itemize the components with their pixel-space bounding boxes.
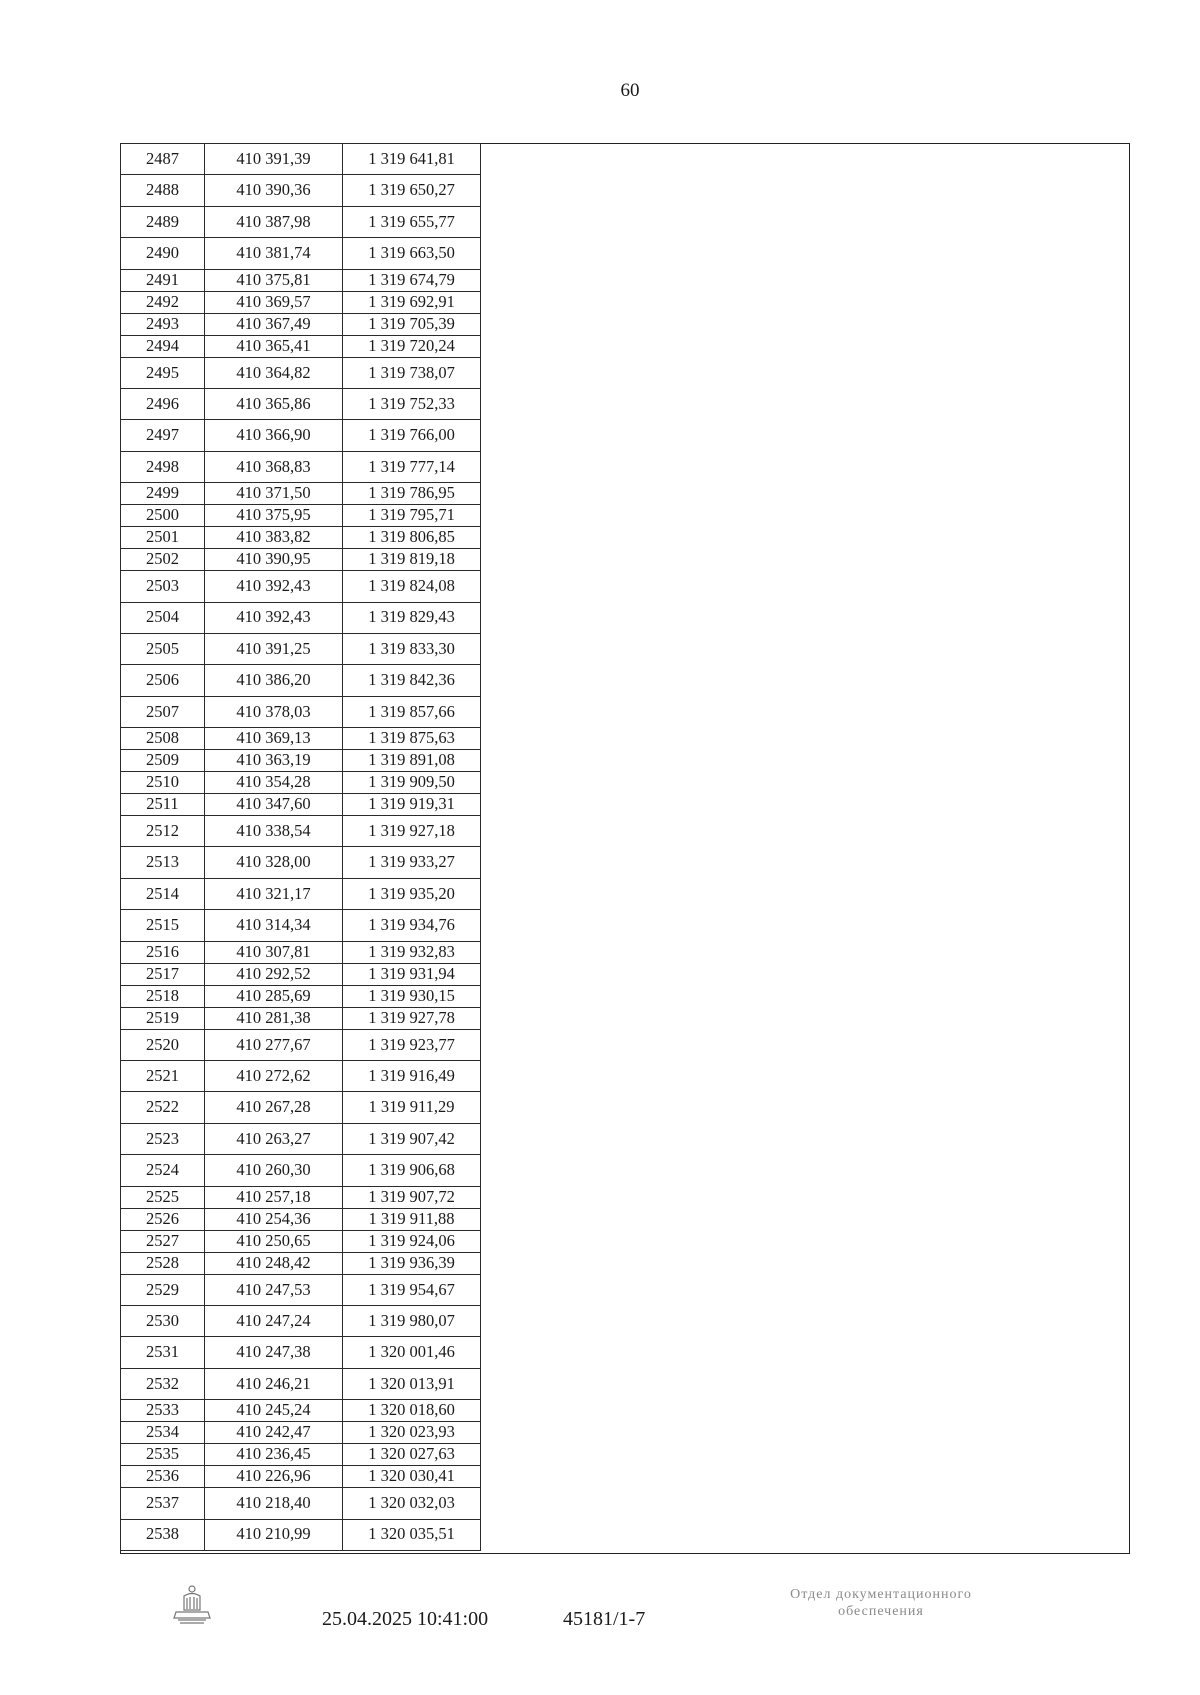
- x-coordinate-cell: 410 328,00: [205, 847, 343, 878]
- point-number-cell: 2492: [121, 291, 205, 313]
- x-coordinate-cell: 410 321,17: [205, 878, 343, 909]
- x-coordinate-cell: 410 390,36: [205, 175, 343, 206]
- point-number-cell: 2505: [121, 633, 205, 664]
- point-number-cell: 2517: [121, 963, 205, 985]
- y-coordinate-cell: 1 319 919,31: [343, 794, 481, 816]
- table-row: [121, 420, 481, 451]
- x-coordinate-cell: 410 390,95: [205, 549, 343, 571]
- point-number-cell: 2509: [121, 750, 205, 772]
- table-row: [121, 1305, 481, 1336]
- point-number-cell: 2490: [121, 238, 205, 269]
- x-coordinate-cell: 410 226,96: [205, 1466, 343, 1488]
- y-coordinate-cell: 1 319 891,08: [343, 750, 481, 772]
- point-number-cell: 2535: [121, 1444, 205, 1466]
- table-row: [121, 357, 481, 388]
- table-row: [121, 527, 481, 549]
- y-coordinate-cell: 1 319 933,27: [343, 847, 481, 878]
- point-number-cell: 2493: [121, 313, 205, 335]
- x-coordinate-cell: 410 354,28: [205, 772, 343, 794]
- y-coordinate-cell: 1 319 692,91: [343, 291, 481, 313]
- x-coordinate-cell: 410 347,60: [205, 794, 343, 816]
- x-coordinate-cell: 410 386,20: [205, 665, 343, 696]
- table-row: [121, 878, 481, 909]
- y-coordinate-cell: 1 319 806,85: [343, 527, 481, 549]
- y-coordinate-cell: 1 319 786,95: [343, 483, 481, 505]
- point-number-cell: 2502: [121, 549, 205, 571]
- table-row: [121, 1444, 481, 1466]
- y-coordinate-cell: 1 319 705,39: [343, 313, 481, 335]
- point-number-cell: 2538: [121, 1519, 205, 1550]
- y-coordinate-cell: 1 319 927,18: [343, 816, 481, 847]
- point-number-cell: 2512: [121, 816, 205, 847]
- x-coordinate-cell: 410 387,98: [205, 206, 343, 237]
- table-row: [121, 1252, 481, 1274]
- x-coordinate-cell: 410 285,69: [205, 985, 343, 1007]
- table-row: [121, 1519, 481, 1550]
- x-coordinate-cell: 410 247,53: [205, 1274, 343, 1305]
- y-coordinate-cell: 1 319 909,50: [343, 772, 481, 794]
- coordinates-table-body: [121, 144, 481, 1551]
- footer-timestamp: 25.04.2025 10:41:00: [322, 1608, 489, 1630]
- point-number-cell: 2530: [121, 1305, 205, 1336]
- y-coordinate-cell: 1 320 023,93: [343, 1422, 481, 1444]
- table-row: [121, 1368, 481, 1399]
- y-coordinate-cell: 1 319 641,81: [343, 144, 481, 175]
- table-row: [121, 910, 481, 941]
- point-number-cell: 2507: [121, 696, 205, 727]
- point-number-cell: 2497: [121, 420, 205, 451]
- x-coordinate-cell: 410 272,62: [205, 1061, 343, 1092]
- point-number-cell: 2506: [121, 665, 205, 696]
- point-number-cell: 2523: [121, 1123, 205, 1154]
- point-number-cell: 2504: [121, 602, 205, 633]
- table-row: [121, 144, 481, 175]
- table-row: [121, 728, 481, 750]
- x-coordinate-cell: 410 236,45: [205, 1444, 343, 1466]
- table-row: [121, 602, 481, 633]
- y-coordinate-cell: 1 319 954,67: [343, 1274, 481, 1305]
- x-coordinate-cell: 410 366,90: [205, 420, 343, 451]
- page-number: 60: [620, 80, 640, 101]
- footer-document-number: 45181/1-7: [563, 1608, 646, 1630]
- table-row: [121, 750, 481, 772]
- y-coordinate-cell: 1 319 738,07: [343, 357, 481, 388]
- x-coordinate-cell: 410 365,41: [205, 335, 343, 357]
- x-coordinate-cell: 410 364,82: [205, 357, 343, 388]
- x-coordinate-cell: 410 245,24: [205, 1400, 343, 1422]
- y-coordinate-cell: 1 319 923,77: [343, 1029, 481, 1060]
- department-stamp: [740, 1586, 1022, 1620]
- x-coordinate-cell: 410 367,49: [205, 313, 343, 335]
- coordinates-table: [120, 143, 481, 1551]
- x-coordinate-cell: 410 250,65: [205, 1230, 343, 1252]
- x-coordinate-cell: 410 365,86: [205, 388, 343, 419]
- x-coordinate-cell: 410 281,38: [205, 1007, 343, 1029]
- table-row: [121, 696, 481, 727]
- x-coordinate-cell: 410 260,30: [205, 1155, 343, 1186]
- y-coordinate-cell: 1 319 911,88: [343, 1208, 481, 1230]
- point-number-cell: 2536: [121, 1466, 205, 1488]
- table-row: [121, 238, 481, 269]
- y-coordinate-cell: 1 319 655,77: [343, 206, 481, 237]
- table-row: [121, 1337, 481, 1368]
- x-coordinate-cell: 410 378,03: [205, 696, 343, 727]
- point-number-cell: 2520: [121, 1029, 205, 1060]
- table-row: [121, 483, 481, 505]
- y-coordinate-cell: 1 319 674,79: [343, 269, 481, 291]
- table-row: [121, 1155, 481, 1186]
- point-number-cell: 2515: [121, 910, 205, 941]
- table-row: [121, 451, 481, 482]
- x-coordinate-cell: 410 363,19: [205, 750, 343, 772]
- x-coordinate-cell: 410 338,54: [205, 816, 343, 847]
- y-coordinate-cell: 1 319 906,68: [343, 1155, 481, 1186]
- y-coordinate-cell: 1 319 927,78: [343, 1007, 481, 1029]
- point-number-cell: 2491: [121, 269, 205, 291]
- table-row: [121, 1488, 481, 1519]
- x-coordinate-cell: 410 371,50: [205, 483, 343, 505]
- x-coordinate-cell: 410 369,13: [205, 728, 343, 750]
- point-number-cell: 2499: [121, 483, 205, 505]
- point-number-cell: 2513: [121, 847, 205, 878]
- y-coordinate-cell: 1 319 931,94: [343, 963, 481, 985]
- table-row: [121, 963, 481, 985]
- table-row: [121, 388, 481, 419]
- y-coordinate-cell: 1 319 842,36: [343, 665, 481, 696]
- point-number-cell: 2531: [121, 1337, 205, 1368]
- table-row: [121, 985, 481, 1007]
- y-coordinate-cell: 1 319 935,20: [343, 878, 481, 909]
- y-coordinate-cell: 1 319 766,00: [343, 420, 481, 451]
- point-number-cell: 2522: [121, 1092, 205, 1123]
- table-row: [121, 335, 481, 357]
- y-coordinate-cell: 1 319 924,06: [343, 1230, 481, 1252]
- y-coordinate-cell: 1 319 911,29: [343, 1092, 481, 1123]
- stamp-line-1: Отдел документационного: [790, 1587, 972, 1602]
- table-row: [121, 794, 481, 816]
- table-row: [121, 816, 481, 847]
- point-number-cell: 2501: [121, 527, 205, 549]
- x-coordinate-cell: 410 292,52: [205, 963, 343, 985]
- table-row: [121, 1092, 481, 1123]
- y-coordinate-cell: 1 319 980,07: [343, 1305, 481, 1336]
- table-row: [121, 291, 481, 313]
- x-coordinate-cell: 410 248,42: [205, 1252, 343, 1274]
- table-row: [121, 1422, 481, 1444]
- table-row: [121, 1400, 481, 1422]
- stamp-line-2: обеспечения: [838, 1604, 924, 1619]
- x-coordinate-cell: 410 391,25: [205, 633, 343, 664]
- y-coordinate-cell: 1 319 930,15: [343, 985, 481, 1007]
- point-number-cell: 2510: [121, 772, 205, 794]
- y-coordinate-cell: 1 319 907,72: [343, 1186, 481, 1208]
- y-coordinate-cell: 1 320 018,60: [343, 1400, 481, 1422]
- table-row: [121, 571, 481, 602]
- table-row: [121, 1061, 481, 1092]
- point-number-cell: 2516: [121, 941, 205, 963]
- x-coordinate-cell: 410 257,18: [205, 1186, 343, 1208]
- point-number-cell: 2519: [121, 1007, 205, 1029]
- y-coordinate-cell: 1 320 035,51: [343, 1519, 481, 1550]
- y-coordinate-cell: 1 319 663,50: [343, 238, 481, 269]
- y-coordinate-cell: 1 319 795,71: [343, 505, 481, 527]
- table-row: [121, 1208, 481, 1230]
- table-row: [121, 1274, 481, 1305]
- x-coordinate-cell: 410 392,43: [205, 602, 343, 633]
- y-coordinate-cell: 1 319 829,43: [343, 602, 481, 633]
- y-coordinate-cell: 1 319 650,27: [343, 175, 481, 206]
- x-coordinate-cell: 410 254,36: [205, 1208, 343, 1230]
- point-number-cell: 2534: [121, 1422, 205, 1444]
- table-row: [121, 313, 481, 335]
- table-row: [121, 665, 481, 696]
- table-row: [121, 633, 481, 664]
- point-number-cell: 2521: [121, 1061, 205, 1092]
- table-row: [121, 1230, 481, 1252]
- table-row: [121, 549, 481, 571]
- y-coordinate-cell: 1 320 013,91: [343, 1368, 481, 1399]
- x-coordinate-cell: 410 375,95: [205, 505, 343, 527]
- point-number-cell: 2524: [121, 1155, 205, 1186]
- x-coordinate-cell: 410 263,27: [205, 1123, 343, 1154]
- y-coordinate-cell: 1 319 916,49: [343, 1061, 481, 1092]
- table-row: [121, 206, 481, 237]
- y-coordinate-cell: 1 319 720,24: [343, 335, 481, 357]
- y-coordinate-cell: 1 319 936,39: [343, 1252, 481, 1274]
- point-number-cell: 2489: [121, 206, 205, 237]
- table-row: [121, 941, 481, 963]
- point-number-cell: 2494: [121, 335, 205, 357]
- y-coordinate-cell: 1 319 857,66: [343, 696, 481, 727]
- point-number-cell: 2525: [121, 1186, 205, 1208]
- table-row: [121, 1466, 481, 1488]
- x-coordinate-cell: 410 381,74: [205, 238, 343, 269]
- point-number-cell: 2508: [121, 728, 205, 750]
- point-number-cell: 2503: [121, 571, 205, 602]
- x-coordinate-cell: 410 307,81: [205, 941, 343, 963]
- y-coordinate-cell: 1 319 934,76: [343, 910, 481, 941]
- y-coordinate-cell: 1 319 833,30: [343, 633, 481, 664]
- table-row: [121, 269, 481, 291]
- point-number-cell: 2488: [121, 175, 205, 206]
- point-number-cell: 2529: [121, 1274, 205, 1305]
- point-number-cell: 2487: [121, 144, 205, 175]
- point-number-cell: 2495: [121, 357, 205, 388]
- x-coordinate-cell: 410 210,99: [205, 1519, 343, 1550]
- x-coordinate-cell: 410 383,82: [205, 527, 343, 549]
- point-number-cell: 2498: [121, 451, 205, 482]
- point-number-cell: 2527: [121, 1230, 205, 1252]
- x-coordinate-cell: 410 247,24: [205, 1305, 343, 1336]
- table-row: [121, 1186, 481, 1208]
- table-row: [121, 772, 481, 794]
- point-number-cell: 2537: [121, 1488, 205, 1519]
- y-coordinate-cell: 1 320 032,03: [343, 1488, 481, 1519]
- y-coordinate-cell: 1 320 027,63: [343, 1444, 481, 1466]
- point-number-cell: 2528: [121, 1252, 205, 1274]
- point-number-cell: 2533: [121, 1400, 205, 1422]
- y-coordinate-cell: 1 319 907,42: [343, 1123, 481, 1154]
- y-coordinate-cell: 1 319 777,14: [343, 451, 481, 482]
- x-coordinate-cell: 410 368,83: [205, 451, 343, 482]
- table-row: [121, 175, 481, 206]
- table-row: [121, 1007, 481, 1029]
- table-row: [121, 1123, 481, 1154]
- point-number-cell: 2532: [121, 1368, 205, 1399]
- point-number-cell: 2500: [121, 505, 205, 527]
- table-row: [121, 1029, 481, 1060]
- x-coordinate-cell: 410 277,67: [205, 1029, 343, 1060]
- x-coordinate-cell: 410 375,81: [205, 269, 343, 291]
- point-number-cell: 2518: [121, 985, 205, 1007]
- y-coordinate-cell: 1 319 824,08: [343, 571, 481, 602]
- x-coordinate-cell: 410 314,34: [205, 910, 343, 941]
- x-coordinate-cell: 410 392,43: [205, 571, 343, 602]
- point-number-cell: 2514: [121, 878, 205, 909]
- point-number-cell: 2526: [121, 1208, 205, 1230]
- point-number-cell: 2496: [121, 388, 205, 419]
- x-coordinate-cell: 410 242,47: [205, 1422, 343, 1444]
- y-coordinate-cell: 1 319 819,18: [343, 549, 481, 571]
- x-coordinate-cell: 410 391,39: [205, 144, 343, 175]
- y-coordinate-cell: 1 319 875,63: [343, 728, 481, 750]
- emblem-icon: [170, 1582, 214, 1628]
- point-number-cell: 2511: [121, 794, 205, 816]
- y-coordinate-cell: 1 319 932,83: [343, 941, 481, 963]
- table-row: [121, 505, 481, 527]
- x-coordinate-cell: 410 247,38: [205, 1337, 343, 1368]
- x-coordinate-cell: 410 246,21: [205, 1368, 343, 1399]
- x-coordinate-cell: 410 369,57: [205, 291, 343, 313]
- y-coordinate-cell: 1 320 030,41: [343, 1466, 481, 1488]
- x-coordinate-cell: 410 218,40: [205, 1488, 343, 1519]
- table-row: [121, 847, 481, 878]
- x-coordinate-cell: 410 267,28: [205, 1092, 343, 1123]
- y-coordinate-cell: 1 319 752,33: [343, 388, 481, 419]
- y-coordinate-cell: 1 320 001,46: [343, 1337, 481, 1368]
